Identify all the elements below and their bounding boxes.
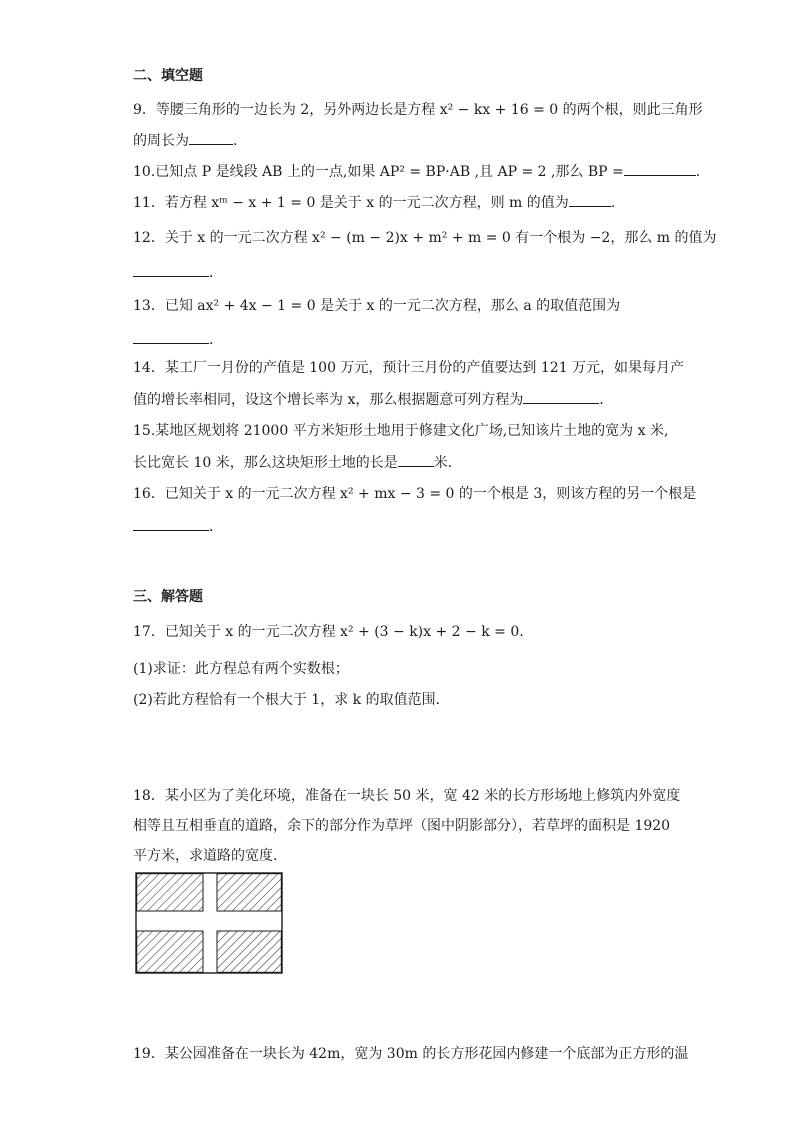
lawn-bottom-right — [217, 931, 281, 972]
q10-answer-blank[interactable] — [624, 161, 696, 176]
q11-answer-blank[interactable] — [569, 192, 611, 207]
q10-line — [133, 161, 700, 182]
q10-end: . — [695, 164, 701, 180]
q13-line1: 13．已知 ax² + 4x − 1 = 0 是关于 x 的一元二次方程，那么 a 的取值范围为 — [133, 298, 621, 314]
q14-end: ． — [599, 392, 614, 408]
q10-text: 10.已知点 P 是线段 AB 上的一点,如果 AP² = BP·AB ,且 AP = 2 ,那么 BP = — [133, 164, 624, 180]
q14-line2 — [133, 389, 613, 410]
q15-line2 — [133, 452, 462, 473]
q17-part2: (2)若此方程恰有一个根大于 1，求 k 的取值范围． — [133, 692, 450, 708]
q13-answer-blank[interactable] — [133, 329, 209, 344]
q9-end: ． — [233, 133, 247, 149]
q17-part1: (1)求证：此方程总有两个实数根； — [133, 661, 349, 677]
q11-end: . — [610, 195, 616, 211]
q16-answer-blank[interactable] — [133, 516, 209, 531]
q14-answer-blank[interactable] — [523, 389, 599, 404]
lawn-top-left — [137, 874, 203, 911]
q15-answer-blank[interactable] — [398, 452, 434, 467]
q17-line1: 17．已知关于 x 的一元二次方程 x² + (3 − k)x + 2 − k = 0. — [133, 624, 524, 640]
q9-line2 — [133, 130, 247, 151]
q16-end: ． — [209, 519, 223, 535]
q9-answer-blank[interactable] — [189, 130, 233, 145]
section3-title: 三、解答题 — [133, 589, 203, 605]
q11-line — [133, 192, 615, 213]
q16-line2 — [133, 516, 223, 537]
lawn-bottom-left — [137, 931, 203, 972]
q12-line2 — [133, 262, 223, 283]
q9-line2-text: 的周长为 — [133, 133, 189, 149]
q14-line2-text: 值的增长率相同，设这个增长率为 x，那么根据题意可列方程为 — [133, 392, 524, 408]
q13-end: ． — [209, 332, 223, 348]
q12-answer-blank[interactable] — [133, 262, 209, 277]
q15-line1: 15.某地区规划将 21000 平方米矩形土地用于修建文化广场,已知该片土地的宽为 x 米, — [133, 423, 669, 439]
q11-text: 11．若方程 xᵐ − x + 1 = 0 是关于 x 的一元二次方程，则 m 的值为 — [133, 195, 569, 211]
q16-line1: 16．已知关于 x 的一元二次方程 x² + mx − 3 = 0 的一个根是 3，则该方程的另一个根是 — [133, 486, 697, 502]
q18-road-diagram — [135, 872, 285, 976]
q14-line1: 14．某工厂一月份的产值是 100 万元，预计三月份的产值要达到 121 万元，如果每月产 — [133, 360, 685, 376]
q12-line1: 12．关于 x 的一元二次方程 x² − (m − 2)x + m² + m = 0 有一个根为 −2，那么 m 的值为 — [133, 230, 717, 246]
q18-line3: 平方米，求道路的宽度． — [133, 848, 287, 864]
q18-line1: 18．某小区为了美化环境，准备在一块长 50 米，宽 42 米的长方形场地上修筑内外宽度 — [133, 788, 681, 804]
q9-line1: 9．等腰三角形的一边长为 2，另外两边长是方程 x² − kx + 16 = 0 的两个根，则此三角形 — [133, 102, 703, 118]
q13-line2 — [133, 329, 223, 350]
q12-end: ． — [209, 265, 223, 281]
q19-line1: 19．某公园准备在一块长为 42m，宽为 30m 的长方形花园内修建一个底部为正方形的温 — [133, 1046, 689, 1062]
q15-end: 米． — [433, 455, 462, 471]
q15-line2-text: 长比宽长 10 米，那么这块矩形土地的长是 — [133, 455, 398, 471]
section2-title: 二、填空题 — [133, 68, 203, 84]
lawn-top-right — [217, 874, 281, 911]
q18-line2: 相等且互相垂直的道路，余下的部分作为草坪（图中阴影部分），若草坪的面积是 1920 — [133, 818, 671, 834]
